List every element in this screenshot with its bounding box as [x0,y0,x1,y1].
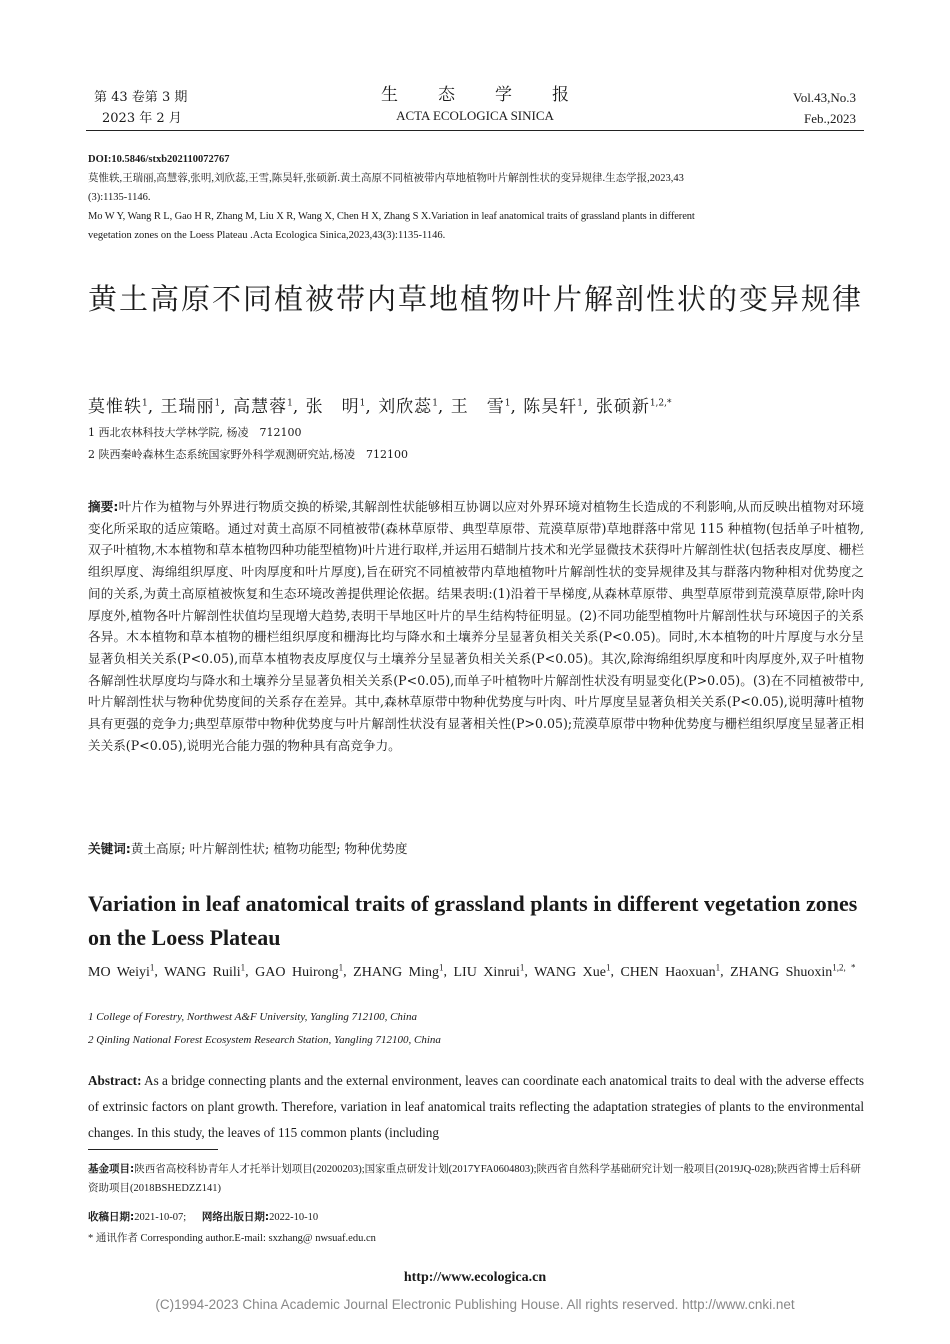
author-en[interactable]: WANG Ruili$^1$ [164,962,246,980]
affiliation-en-1: 1 College of Forestry, Northwest A&F University, Yangling 712100, China [88,1011,417,1023]
author-cn[interactable]: 陈昊轩$^1$ [523,397,584,417]
author-en[interactable]: CHEN Haoxuan$^1$ [620,962,721,980]
citation-en-line2: vegetation zones on the Loess Plateau .Acta Ecologica Sinica,2023,43(3):1135-1146. [88,230,446,241]
citation-cn-line2: (3):1135-1146. [88,192,151,203]
footnote-rule [88,1149,218,1150]
authors-cn: 莫惟轶$^1$, 王瑞丽$^1$, 高慧蓉$^1$, 张 明$^1$, 刘欣蕊$^1$, 王 雪$^1$, 陈昊轩$^1$, 张硕新$^{1,2,*}$ [88,397,672,417]
author-en[interactable]: WANG Xue$^1$ [534,962,611,980]
issue-date-en: Feb.,2023 [804,111,856,126]
funding-label: 基金项目: [88,1163,135,1175]
abstract-cn-text: 叶片作为植物与外界进行物质交换的桥梁,其解剖性状能够相互协调以应对外界环境对植物生长造成的不利影响,从而反映出植物对环境变化所采取的适应策略。通过对黄土高原不同植被带(森林草原带、典型草原带、荒漠草原带)草地群落中常见 115 种植物(包括单子叶植物,双子叶植物,木本植物和草本植物四种功能型植物)叶片进行取样,并运用石蜡制片技术和光学显微技术获得叶片解剖性状(包括表皮厚度、栅栏组织厚度、海绵组织厚度、叶肉厚度和叶片厚度),旨在研究不同植被带内草地植物叶片解剖性状的变异规律及其与群落内物种相对优势度之间的关系,为黄土高原植被恢复和生态环境改善提供理论依据。结果表明:(1)沿着干旱梯度,从森林草原带、典型草原带到荒漠草原带,除叶肉厚度外,植物各叶片解剖性状值均呈现增大趋势,表明干旱地区叶片的旱生结构特征明显。(2)不同功能型植物叶片解剖性状与环境因子的关系各异。木本植物和草本植物的栅栏组织厚度和栅海比均与降水和土壤养分呈显著负相关关系(P<0.05)。同时,木本植物的叶片厚度与水分呈显著负相关关系(P<0.05),而草本植物表皮厚度仅与土壤养分呈显著负相关关系(P<0.05)。其次,除海绵组织厚度和叶肉厚度外,双子叶植物各解剖性状厚度均与降水和土壤养分呈显著负相关关系(P<0.05),而单子叶植物叶片解剖性状没有明显变化(P>0.05)。(3)在不同植被带中,叶片解剖性状与物种优势度间的关系存在差异。其中,森林草原带中物种优势度与叶肉、叶片厚度呈显著负相关关系(P<0.05),说明薄叶植物具有更强的竞争力;典型草原带中物种优势度与叶片解剖性状没有显著相关性(P>0.05);荒漠草原带中物种优势度与栅栏组织厚度呈显著正相关关系(P<0.05),说明光合能力强的物种具有高竞争力。 [88,499,864,753]
affiliation-cn-1: 1 西北农林科技大学林学院, 杨凌 712100 [88,426,302,439]
keywords-cn [88,838,407,857]
article-title-cn: 黄土高原不同植被带内草地植物叶片解剖性状的变异规律 [88,282,864,316]
copyright-notice: (C)1994-2023 China Academic Journal Electronic Publishing House. All rights reserved. http://www.cnki.net [155,1297,795,1312]
journal-website-link[interactable]: http://www.ecologica.cn [403,1270,547,1285]
funding-note [88,1160,864,1198]
issue-info-en [793,87,856,129]
author-cn[interactable]: 莫惟轶$^1$ [88,397,148,417]
author-cn[interactable]: 王瑞丽$^1$ [160,397,221,417]
author-en[interactable]: MO Weiyi$^1$ [88,962,155,980]
corresponding-author-note: * 通讯作者 Corresponding author.E-mail: sxzhang@ nwsuaf.edu.cn [88,1233,376,1244]
header-rule [86,130,864,131]
authors-en: MO Weiyi$^1$, WANG Ruili$^1$, GAO Huirong$^1$, ZHANG Ming$^1$, LIU Xinrui$^1$, WANG Xue$^1$, CHEN Haoxuan$^1$, ZHANG Shuoxin$^{1,2, *}$ [88,962,856,980]
volume-en: Vol.43,No.3 [793,90,856,105]
doi-link[interactable]: DOI:10.5846/stxb202110072767 [88,154,230,165]
affiliation-cn-2: 2 陕西秦岭森林生态系统国家野外科学观测研究站,杨凌 712100 [88,448,408,461]
online-label: 网络出版日期: [201,1211,270,1223]
online-date: 2022-10-10 [269,1212,319,1223]
journal-name-en: ACTA ECOLOGICA SINICA [396,108,554,123]
abstract-en-label: Abstract: [88,1073,142,1088]
citation-block [88,150,864,245]
dates-note [88,1208,864,1227]
author-en[interactable]: GAO Huirong$^1$ [255,962,344,980]
citation-cn-line1: 莫惟轶,王瑞丽,高慧蓉,张明,刘欣蕊,王雪,陈昊轩,张硕新.黄土高原不同植被带内草地植物叶片解剖性状的变异规律.生态学报,2023,43 [88,173,684,184]
journal-name-cn: 生态学报 [381,85,609,105]
article-title-en: Variation in leaf anatomical traits of grassland plants in different vegetation zones on the Loess Plateau [88,891,858,950]
abstract-en-text: As a bridge connecting plants and the external environment, leaves can coordinate each anatomical traits to deal with the adverse effects of extrinsic factors on plant growth. Therefore, variation in leaf anatomical traits reflecting the adaptation strategies of plants to the environmental changes. In this study, the leaves of 115 common plants (including [88,1073,864,1140]
author-cn[interactable]: 刘欣蕊$^1$ [378,397,438,417]
keywords-cn-label: 关键词: [88,841,131,856]
keywords-cn-text: 黄土高原; 叶片解剖性状; 植物功能型; 物种优势度 [130,841,408,856]
received-label: 收稿日期: [88,1211,135,1223]
author-en[interactable]: ZHANG Ming$^1$ [353,962,444,980]
author-cn[interactable]: 高慧蓉$^1$ [233,397,293,417]
author-en[interactable]: ZHANG Shuoxin$^{1,2, *}$ [730,962,856,980]
citation-en-line1: Mo W Y, Wang R L, Gao H R, Zhang M, Liu X R, Wang X, Chen H X, Zhang S X.Variation in leaf anatomical traits of grassland plants in different [88,211,695,222]
received-date: 2021-10-07; [134,1212,187,1223]
abstract-en [88,1068,864,1146]
issue-date-cn: 2023 年 2 月 [102,111,182,126]
author-cn[interactable]: 王 雪$^1$ [450,397,511,417]
author-en[interactable]: LIU Xinrui$^1$ [453,962,525,980]
issue-number-cn: 第 43 卷第 3 期 [94,90,188,105]
author-cn[interactable]: 张硕新$^{1,2,*}$ [595,397,672,417]
abstract-cn [88,496,864,756]
author-cn[interactable]: 张 明$^1$ [305,397,366,417]
abstract-cn-label: 摘要: [88,499,119,514]
affiliation-en-2: 2 Qinling National Forest Ecosystem Research Station, Yangling 712100, China [88,1034,441,1046]
funding-text: 陕西省高校科协青年人才托举计划项目(20200203);国家重点研发计划(2017YFA0604803);陕西省自然科学基础研究计划一般项目(2019JQ-028);陕西省博士后科研资助项目(2018BSHEDZZ141) [88,1164,861,1194]
